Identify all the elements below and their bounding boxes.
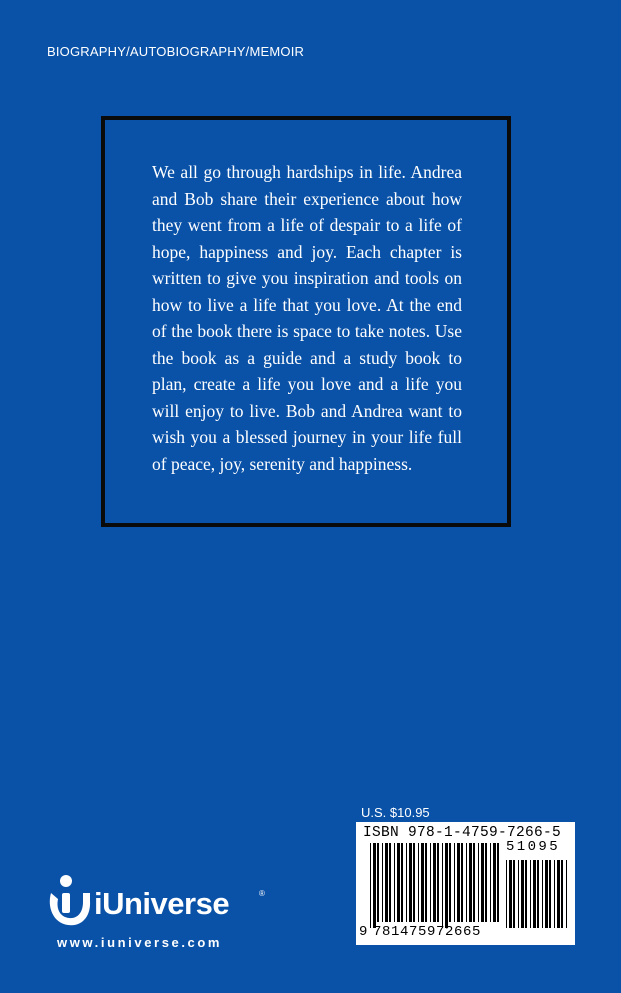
barcode-bar (442, 843, 443, 928)
barcode-bar (478, 843, 479, 922)
barcode-bar (461, 843, 463, 922)
barcode-bar (425, 843, 427, 922)
barcode-bar (469, 843, 472, 922)
publisher-website: www.iuniverse.com (57, 935, 223, 950)
barcode-bar (382, 843, 383, 922)
barcode-bar (406, 843, 407, 922)
barcode-bar (513, 860, 515, 928)
barcode-bar (545, 860, 548, 928)
barcode-bar (537, 860, 539, 928)
barcode-bar (385, 843, 388, 922)
barcode-bar (549, 860, 551, 928)
barcode-bar (430, 843, 431, 922)
barcode-bar (485, 843, 487, 922)
barcode-bar (530, 860, 531, 928)
barcode-bar (454, 843, 455, 922)
barcode-bar (394, 843, 395, 922)
category-label: BIOGRAPHY/AUTOBIOGRAPHY/MEMOIR (47, 44, 305, 59)
barcode-bar (409, 843, 412, 922)
addon-digits: 51095 (506, 839, 561, 855)
barcode-bar (413, 843, 415, 922)
barcode-bar (490, 843, 491, 922)
barcode-bar (449, 843, 451, 922)
barcode-bar (521, 860, 524, 928)
barcode-bar (561, 860, 563, 928)
barcode-bar (466, 843, 467, 922)
barcode-bar (473, 843, 475, 922)
barcode-bar (525, 860, 527, 928)
barcode-bar (554, 860, 555, 928)
barcode-bar (509, 860, 512, 928)
barcode-bar (533, 860, 536, 928)
barcode-bar (506, 860, 507, 928)
barcode-bar (377, 843, 379, 922)
iuniverse-logo-icon (45, 873, 95, 933)
blurb-box (101, 116, 511, 527)
barcode-bar (373, 843, 376, 928)
ean-digits: 781475972665 (373, 924, 482, 940)
isbn-text: ISBN 978-1-4759-7266-5 (363, 825, 562, 841)
barcode-bar (457, 843, 460, 922)
barcode-bar (557, 860, 560, 928)
barcode-bar (518, 860, 519, 928)
barcode-bar (433, 843, 436, 922)
barcode-bar (401, 843, 403, 922)
barcode-panel (356, 822, 575, 945)
barcode-bar (481, 843, 484, 922)
ean-first-digit: 9 (359, 924, 369, 940)
logo-wordmark: iUniverse (94, 886, 230, 921)
barcode-bar (421, 843, 424, 922)
barcode-bar (566, 860, 567, 928)
barcode-bar (397, 843, 400, 922)
publisher-logo (45, 873, 285, 933)
barcode-bar (497, 843, 499, 922)
barcode-bar (542, 860, 543, 928)
barcode-bar (493, 843, 496, 922)
barcode-bar (370, 843, 371, 928)
price-label: U.S. $10.95 (361, 805, 430, 820)
barcode-bar (389, 843, 391, 922)
registered-mark: ® (259, 889, 265, 898)
barcode-bar (437, 843, 439, 922)
blurb-text: We all go through hardships in life. Andrea and Bob share their experience about how they went from a life of despair to a life of hope, happiness and joy. Each chapter is written to give you inspiration and tools on how to live a life that you love. At the end of the book there is space to take notes. Use the book as a guide and a study book to plan, create a life you love and a life you will enjoy to live. Bob and Andrea want to wish you a blessed journey in your life full of peace, joy, serenity and happiness. (152, 162, 462, 474)
barcode-bar (418, 843, 419, 922)
barcode-bar (445, 843, 448, 928)
